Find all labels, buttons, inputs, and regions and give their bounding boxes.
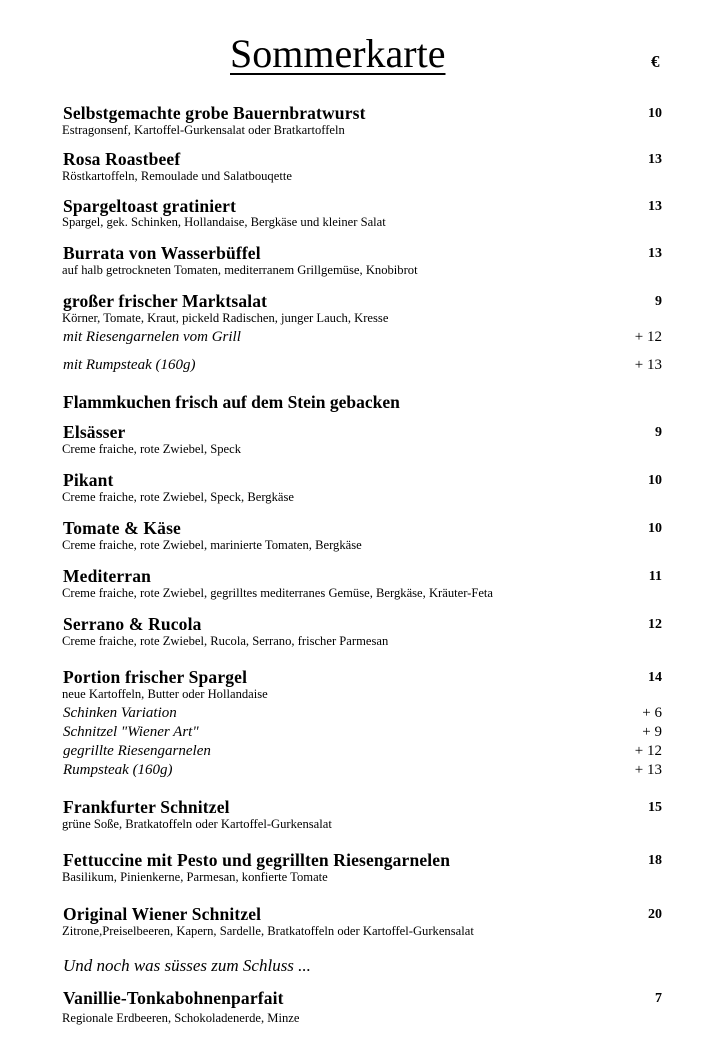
item-price: 14 bbox=[648, 670, 662, 685]
item-description: Spargel, gek. Schinken, Hollandaise, Bergkäse und kleiner Salat bbox=[62, 215, 386, 229]
currency-label: € bbox=[651, 52, 660, 71]
item-name: Rosa Roastbeef bbox=[63, 149, 181, 169]
item-price: 18 bbox=[648, 853, 662, 868]
item-price: 13 bbox=[648, 199, 662, 214]
item-name: Tomate & Käse bbox=[63, 518, 181, 538]
option-price: + 13 bbox=[634, 357, 662, 373]
item-description: grüne Soße, Bratkatoffeln oder Kartoffel-Gurkensalat bbox=[62, 817, 332, 831]
option-label: Schinken Variation bbox=[63, 705, 177, 721]
item-price: 11 bbox=[648, 569, 662, 584]
item-description: Röstkartoffeln, Remoulade und Salatbouqette bbox=[62, 169, 292, 183]
item-name: Fettuccine mit Pesto und gegrillten Riesengarnelen bbox=[63, 850, 451, 870]
item-description: Creme fraiche, rote Zwiebel, marinierte Tomaten, Bergkäse bbox=[62, 538, 362, 552]
item-name: Pikant bbox=[63, 470, 114, 490]
option-label: Schnitzel "Wiener Art" bbox=[63, 724, 199, 740]
item-name: großer frischer Marktsalat bbox=[63, 291, 268, 311]
section-heading: Flammkuchen frisch auf dem Stein gebacken bbox=[63, 392, 400, 412]
option-price: + 13 bbox=[634, 762, 662, 778]
option-label: mit Riesengarnelen vom Grill bbox=[63, 329, 241, 345]
item-description: Creme fraiche, rote Zwiebel, gegrilltes mediterranes Gemüse, Bergkäse, Kräuter-Feta bbox=[62, 586, 494, 600]
item-price: 13 bbox=[648, 152, 662, 167]
item-price: 12 bbox=[648, 617, 662, 632]
item-description: Creme fraiche, rote Zwiebel, Speck bbox=[62, 442, 242, 456]
item-price: 9 bbox=[655, 294, 662, 309]
item-price: 10 bbox=[648, 106, 662, 121]
item-name: Frankfurter Schnitzel bbox=[63, 797, 230, 817]
item-name: Original Wiener Schnitzel bbox=[63, 904, 262, 924]
option-label: mit Rumpsteak (160g) bbox=[63, 357, 196, 373]
menu-title: Sommerkarte bbox=[230, 31, 446, 76]
item-price: 10 bbox=[648, 521, 662, 536]
option-label: gegrillte Riesengarnelen bbox=[63, 743, 211, 759]
item-description: Estragonsenf, Kartoffel-Gurkensalat oder Bratkartoffeln bbox=[62, 123, 345, 137]
option-price: + 9 bbox=[642, 724, 662, 740]
item-description: Basilikum, Pinienkerne, Parmesan, konfierte Tomate bbox=[62, 870, 328, 884]
option-price: + 12 bbox=[634, 329, 662, 345]
item-name: Elsässer bbox=[63, 422, 126, 442]
item-price: 15 bbox=[648, 800, 662, 815]
option-price: + 12 bbox=[634, 743, 662, 759]
item-name: Selbstgemachte grobe Bauernbratwurst bbox=[63, 103, 366, 123]
option-price: + 6 bbox=[642, 705, 662, 721]
item-description: neue Kartoffeln, Butter oder Hollandaise bbox=[62, 687, 268, 701]
item-description: Zitrone,Preiselbeeren, Kapern, Sardelle, Bratkatoffeln oder Kartoffel-Gurkensalat bbox=[62, 924, 474, 938]
item-name: Mediterran bbox=[63, 566, 151, 586]
item-description: Creme fraiche, rote Zwiebel, Rucola, Serrano, frischer Parmesan bbox=[62, 634, 389, 648]
item-price: 13 bbox=[648, 246, 662, 261]
item-description: Körner, Tomate, Kraut, pickeld Radischen, junger Lauch, Kresse bbox=[62, 311, 389, 325]
item-price: 20 bbox=[648, 907, 662, 922]
item-name: Portion frischer Spargel bbox=[63, 667, 248, 687]
item-price: 9 bbox=[655, 425, 662, 440]
item-name: Spargeltoast gratiniert bbox=[63, 196, 237, 216]
item-name: Vanillie-Tonkabohnenparfait bbox=[63, 988, 284, 1008]
item-price: 7 bbox=[655, 991, 662, 1006]
item-description: Creme fraiche, rote Zwiebel, Speck, Bergkäse bbox=[62, 490, 294, 504]
item-name: Burrata von Wasserbüffel bbox=[63, 243, 261, 263]
item-name: Serrano & Rucola bbox=[63, 614, 202, 634]
dessert-heading: Und noch was süsses zum Schluss ... bbox=[63, 956, 311, 975]
item-description: Regionale Erdbeeren, Schokoladenerde, Minze bbox=[62, 1011, 300, 1025]
item-price: 10 bbox=[648, 473, 662, 488]
option-label: Rumpsteak (160g) bbox=[63, 762, 173, 778]
item-description: auf halb getrockneten Tomaten, mediterranem Grillgemüse, Knobibrot bbox=[62, 263, 418, 277]
